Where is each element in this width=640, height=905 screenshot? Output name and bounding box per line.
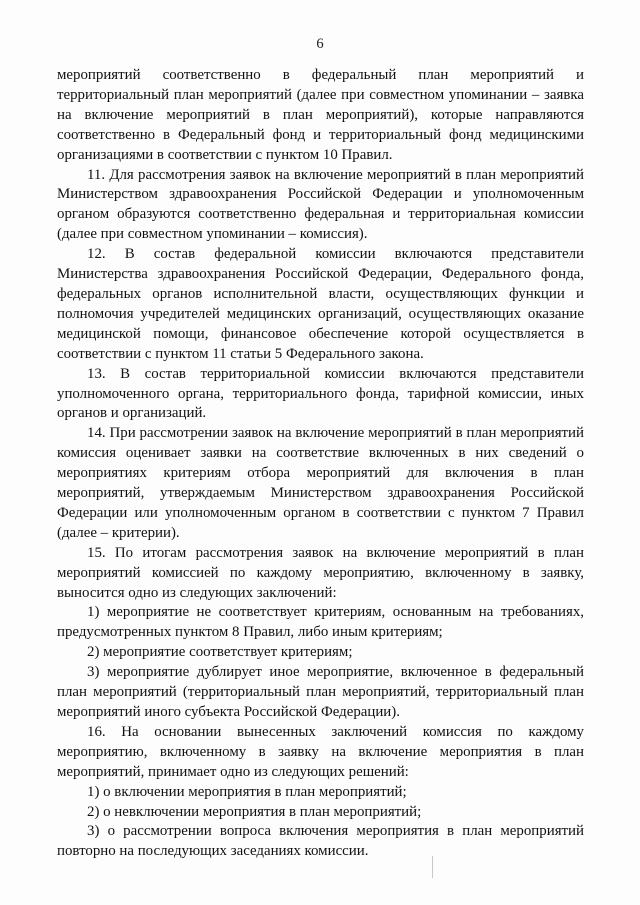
paragraph-16-item-2: 2) о невключении мероприятия в план мероприятий; (87, 803, 422, 820)
page-number: 6 (316, 36, 324, 52)
document-body (57, 66, 584, 862)
paragraph-15: 15. По итогам рассмотрения заявок на включение мероприятий в план мероприятий комиссией по каждому мероприятию, включенному в заявку, выносится одно из следующих заключений: (57, 544, 584, 601)
paragraph-16-item-3: 3) о рассмотрении вопроса включения мероприятия в план мероприятий повторно на последующих заседаниях комиссии. (57, 823, 584, 860)
paragraph-12: 12. В состав федеральной комиссии включаются представители Министерства здравоохранения Российской Федерации, Федерального фонда, федеральных органов исполнительной власти, осуществляющих функции и полномочия учредителей медицинских организаций, осуществляющих оказание медицинской помощи, финансовое обеспечение которой осуществляется в соответствии с пунктом 11 статьи 5 Федерального закона. (57, 246, 584, 362)
paragraph-11: 11. Для рассмотрения заявок на включение мероприятий в план мероприятий Министерством здравоохранения Российской Федерации и уполномоченным органом образуются соответственно федеральная и территориальная комиссии (далее при совместном упоминании – комиссия). (57, 166, 584, 243)
paragraph-15-item-1: 1) мероприятие не соответствует критериям, основанным на требованиях, предусмотренных пунктом 8 Правил, либо иным критериям; (57, 604, 584, 641)
paragraph-continuation: мероприятий соответственно в федеральный план мероприятий и территориальный план мероприятий (далее при совместном упоминании – заявка на включение мероприятий в план мероприятий), которые направляются соответственно в Федеральный фонд и территориальный фонд медицинскими организациями в соответствии с пунктом 10 Правил. (57, 67, 584, 163)
paragraph-15-item-2: 2) мероприятие соответствует критериям; (87, 644, 353, 661)
paragraph-16-item-1: 1) о включении мероприятия в план мероприятий; (87, 783, 407, 800)
paragraph-14: 14. При рассмотрении заявок на включение мероприятий в план мероприятий комиссия оценивает заявки на соответствие включенных в них сведений о мероприятиях критериям отбора мероприятий для включения в план мероприятий, утверждаемым Министерством здравоохранения Российской Федерации или уполномоченным органом в соответствии с пунктом 7 Правил (далее – критерии). (57, 425, 584, 541)
paragraph-13: 13. В состав территориальной комиссии включаются представители уполномоченного органа, территориального фонда, тарифной комиссии, иных органов и организаций. (57, 365, 584, 422)
paragraph-16: 16. На основании вынесенных заключений комиссия по каждому мероприятию, включенному в заявку на включение мероприятия в план мероприятий, принимает одно из следующих решений: (57, 723, 584, 780)
scan-artifact (432, 856, 433, 878)
paragraph-15-item-3: 3) мероприятие дублирует иное мероприятие, включенное в федеральный план мероприятий (территориальный план мероприятий, территориальный план мероприятий иного субъекта Российской Федерации). (57, 664, 584, 720)
